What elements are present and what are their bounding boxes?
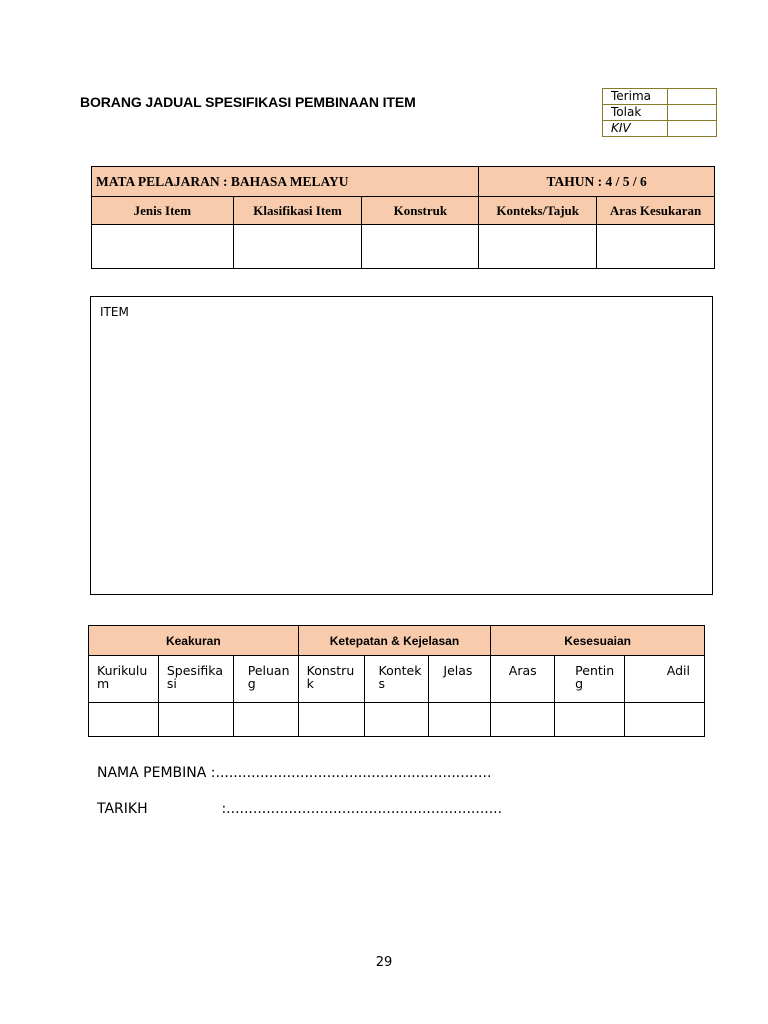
rating-cell[interactable] <box>233 703 298 737</box>
category-ketepatan: Ketepatan & Kejelasan <box>298 626 491 656</box>
jenis-item-cell[interactable] <box>92 225 234 269</box>
status-check-tolak[interactable] <box>668 105 717 121</box>
subject-table <box>91 166 715 269</box>
category-kesesuaian: Kesesuaian <box>491 626 705 656</box>
category-keakuran: Keakuran <box>89 626 299 656</box>
rating-cell[interactable] <box>158 703 233 737</box>
subject-heading: MATA PELAJARAN : BAHASA MELAYU <box>92 167 479 197</box>
criteria-header: Spesifikasi <box>158 656 233 703</box>
rating-cell[interactable] <box>625 703 705 737</box>
column-header: Aras Kesukaran <box>597 197 715 225</box>
rating-cell[interactable] <box>298 703 364 737</box>
aras-kesukaran-cell[interactable] <box>597 225 715 269</box>
column-header: Klasifikasi Item <box>233 197 362 225</box>
rating-cell[interactable] <box>364 703 429 737</box>
column-header: Jenis Item <box>92 197 234 225</box>
evaluation-table <box>88 625 705 737</box>
criteria-header: Konteks <box>364 656 429 703</box>
page-number: 29 <box>375 955 393 970</box>
status-row-kiv <box>603 121 717 137</box>
nama-pembina-line <box>97 765 491 781</box>
criteria-header: Jelas <box>429 656 491 703</box>
criteria-header: Aras <box>491 656 555 703</box>
rating-cell[interactable] <box>491 703 555 737</box>
status-label-kiv: KIV <box>603 121 668 137</box>
criteria-header: Kurikulum <box>89 656 159 703</box>
nama-pembina-label: NAMA PEMBINA <box>97 765 207 781</box>
rating-cell[interactable] <box>89 703 159 737</box>
tarikh-label: TARIKH <box>97 801 148 817</box>
criteria-header: Adil <box>625 656 705 703</box>
criteria-header: Penting <box>555 656 625 703</box>
column-header: Konteks/Tajuk <box>479 197 597 225</box>
rating-cell[interactable] <box>429 703 491 737</box>
column-header: Konstruk <box>362 197 479 225</box>
status-row-terima <box>603 89 717 105</box>
status-box <box>602 88 717 137</box>
criteria-header: Konstruk <box>298 656 364 703</box>
item-label: ITEM <box>100 305 129 319</box>
criteria-header: Peluang <box>233 656 298 703</box>
konteks-cell[interactable] <box>479 225 597 269</box>
status-row-tolak <box>603 105 717 121</box>
tarikh-field[interactable]: :.............................................................. <box>221 801 503 817</box>
konstruk-cell[interactable] <box>362 225 479 269</box>
klasifikasi-item-cell[interactable] <box>233 225 362 269</box>
year-heading: TAHUN : 4 / 5 / 6 <box>479 167 715 197</box>
tarikh-line <box>97 801 502 817</box>
status-check-kiv[interactable] <box>668 121 717 137</box>
status-check-terima[interactable] <box>668 89 717 105</box>
item-box[interactable] <box>90 296 713 595</box>
status-label-terima: Terima <box>603 89 668 105</box>
rating-cell[interactable] <box>555 703 625 737</box>
nama-pembina-field[interactable]: :.............................................................. <box>210 765 492 781</box>
status-label-tolak: Tolak <box>603 105 668 121</box>
page-title: BORANG JADUAL SPESIFIKASI PEMBINAAN ITEM <box>80 94 416 110</box>
